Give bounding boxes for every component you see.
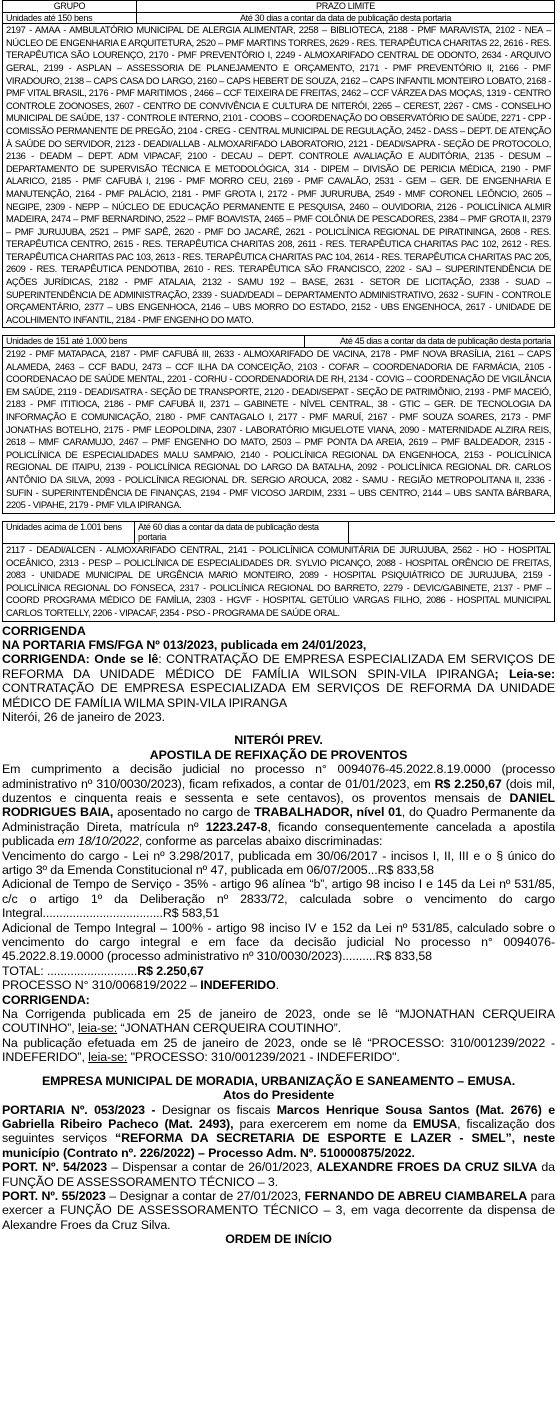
corrigenda-text-1: : CONTRATAÇÃO DE EMPRESA ESPECIALIZADA EM SERVIÇOS DE REFORMA DA UNIDADE MÉDICO DE FAMÍLIA WILSON SPIN-VILA IPIRANGA	[2, 652, 555, 681]
org-abbrev: EMUSA	[412, 1116, 458, 1131]
corrigenda-text-2: CONTRATAÇÃO DE EMPRESA ESPECIALIZADA EM SERVIÇOS DE REFORMA DA UNIDADE MÉDICO DE FAMÍLIA WILMA SPIN-VILA IPIRANGA	[2, 681, 555, 710]
portaria-number: PORTARIA Nº. 053/2023 -	[2, 1102, 156, 1117]
corrigenda-2-section	[2, 993, 555, 1065]
portaria-number: PORT. Nº. 55/2023	[2, 1188, 106, 1203]
total-label: TOTAL: ...........................	[2, 963, 138, 978]
header-group: GRUPO	[3, 1, 137, 12]
apostila-line-1: Vencimento do cargo - Lei nº 3.298/2017, publicada em 30/06/2017 - incisos I, II, III e o § único do artigo 3º da Emenda Constitucional nº 47, publicada em 06/07/2005...R$ 833,58	[2, 848, 555, 877]
registration-number: 1223.247-8	[205, 819, 268, 834]
total-value: R$ 2.250,67	[137, 963, 204, 978]
emusa-portaria-53	[2, 1103, 555, 1161]
emusa-section	[2, 1074, 555, 1247]
corrigenda-lead-1: CORRIGENDA: Onde se lê	[2, 652, 159, 667]
text-span: – Designar a contar de 27/01/2023,	[105, 1188, 305, 1203]
apostila-process	[2, 978, 555, 992]
text-span: Designar os fiscais	[155, 1102, 277, 1117]
emusa-portaria-54	[2, 1160, 555, 1189]
text-span: "PROCESSO: 310/001239/2021 - INDEFERIDO".	[127, 1050, 400, 1065]
group-deadline: Até 30 dias a contar da data de publicação desta portaria	[239, 12, 452, 23]
row-group-2	[2, 335, 555, 348]
text-span: (dois mil, duzentos e cinquenta reais e sessenta e sete centavos), os proventos mensais de	[2, 776, 555, 805]
text-span: .	[275, 978, 280, 993]
portaria-number: PORT. Nº. 54/2023	[2, 1160, 108, 1175]
text-span: PROCESSO N° 310/006819/2022 –	[2, 978, 201, 993]
read-as: leia-se:	[88, 1050, 128, 1065]
units-list-1: 2197 - AMAA - AMBULATÓRIO MUNICIPAL DE ALERGIA ALIMENTAR, 2258 – BIBLIOTECA, 2188 - PMF MARAVISTA, 2102 - NEA – NÚCLEO DE ENGENHARIA E ARQUITETURA, 2520 – PMF MARTINS TORRES, 2629 - RES. TERAPÊUTICA CHARITAS 22, 2616 - RES. TERAPÊUTICA SÃO LOURENÇO, 2170 - PMF PREVENTÓRIO I, 2249 - ALMOXARIFADO CENTRAL DE ODONTO, 2634 - ARQUIVO GERAL, 2199 - ASPLAN – ASSESSORIA DE PLANEJAMENTO E ORÇAMENTO, 2171 - PMF PREVENTÓRIO II, 2166 - PMF VIRADOURO, 2138 – CAPS CASA DO LARGO, 2160 – CAPS HEBERT DE SOUZA, 2162 – CAPS INFANTIL MONTEIRO LOBATO, 2168 - PMF VITAL BRASIL, 2176 - PMF MARITIMOS , 2466 – CCF TEIXEIRA DE FREITAS, 2462 – CCF VÁRZEA DAS MOÇAS, 1319 - CENTRO CONTROLE ZOONOSES, 2607 - CENTRO DE CONVIVÊNCIA E CULTURA DE NITERÓI, 2265 – CEREST, 2267 - CMS - CONSELHO MUNICIPAL DE SAÚDE, 137 - CONTROLE INTERNO, 2101 - COOBS – COORDENAÇÃO DO OBSERVATÓRIO DE SAÚDE, 2271 - CPP -COMISSÃO PERMANENTE DE PREGÃO, 2104 - CREG - CENTRAL MUNICIPAL DE REGULAÇÃO, 2452 - DASS – DEPT. DE ATENÇÃO À SAÚDE DO SERVIDOR, 2123 - DEADI/ALLAB - ALMOXARIFADO LABORATORIO, 2121 - DEADI/SAPRA - SEÇÃO DE PROTOCOLO, 2136 - DEADM – DEPT. ADM VIPACAF, 2100 - DECAU – DEPT. CONTROLE AVALIAÇÃO E AUDITÓRIA, 2135 - DESUM – DEPARTAMENTO DE SUPERVISÃO TÉCNICA E METODOLÓGICA, 314 - DIPEM – DIVISÃO DE PERICIA MÉDICA, 2190 - PMF ALARICO, 2185 - PMF CAFUBÁ I, 2196 - PMF MORRO CEU, 2169 - PMF CAVALÃO, 2531 - GEM – GER. DE ENGENHARIA E MANUTENÇÃO, 2164 - PMF PALÁCIO, 2181 - PMF GROTA I, 2172 - PMF JURURUBA, 2549 - MMF CORONEL LEÔNCIO, 2605 – NEGIPE, 2309 - NEPP – NÚCLEO DE EDUCAÇÃO PERMANENTE E PESQUISA, 2460 – OUVIDORIA, 2126 - POLICLÍNICA ALMIR MADEIRA, 2474 – PMF BERNARDINO, 2522 – PMF BOAVISTA, 2465 – PMF COLÔNIA DE PESCADORES, 2384 – PMF GROTA II, 2379 – PMF JURUJUBA, 2521 – PMF SAPÊ, 2620 - PMF DO JACARÉ, 2621 - POLICLÍNICA REGIONAL DE PIRATININGA, 2608 - RES. TERAPÊUTICA CENTRO, 2615 - RES. TERAPÊUTICA CHARITAS 208, 2611 - RES. TERAPÊUTICA CHARITAS PAC 102, 2612 - RES. TERAPÊUTICA CHARITAS PAC 103, 2613 - RES. TERAPÊUTICA CHARITAS PAC 104, 2614 - RES. TERAPÊUTICA CHARITAS PAC 205, 2609 - RES. TERAPÊUTICA PENDOTIBA, 2610 - RES. TERAPÊUTICA SÃO FRANCISCO, 2202 - SAJ – SUPERINTENDÊNCIA DE AÇÕES JURÍDICAS, 2182 - PMF ATALAIA, 2132 - SAMU 192 – BASE, 2631 - SETOR DE LICITAÇÃO, 2338 - SUAD – SUPERINTENDÊNCIA DE ADMINISTRAÇÃO, 2339 - SUAD/DEADI – DEPARTAMENTO ADMINISTRATIVO, 2632 - SUFIN - CONTROLE ORÇAMENTÁRIO, 2377 – UBS ENGENHOCA, 2146 – UBS MORRO DO ESTADO, 2152 - UBS ENGENHOCA, 2617 - UNIDADE DE ACOLHIMENTO INFANTIL, 2184 - PMF ENGENHO DO MATO.	[2, 24, 555, 328]
ordem-de-inicio: ORDEM DE INÍCIO	[225, 1232, 332, 1247]
row-group-1	[2, 13, 555, 25]
text-span: da FUNÇÃO DE ASSESSORAMENTO TÉCNICO – 3.	[2, 1160, 555, 1189]
text-span: Na publicação efetuada em 25 de janeiro de 2023, onde se lê “PROCESSO: 310/001239/2022 - INDEFERIDO”,	[2, 1035, 555, 1065]
apostila-paragraph	[2, 762, 555, 848]
process-status: INDEFERIDO	[200, 978, 276, 993]
text-span: , fiscalização dos seguintes serviços	[2, 1116, 555, 1146]
person-name: DANIEL RODRIGUES BAIA,	[2, 790, 555, 820]
text-span: para exercer a FUNÇÃO DE ASSESSORAMENTO TÉCNICO – 3, em vaga decorrente da dispensa de Alexandre Froes da Cruz Silva.	[2, 1188, 555, 1232]
group-label: Unidades acima de 1.001 bens	[3, 522, 135, 543]
group-label: Unidades de 151 até 1.000 bens	[3, 336, 305, 347]
row-group-3	[2, 521, 555, 544]
inspector-names: Marcos Henrique Sousa Santos (Mat. 2676) e Gabriella Ribeiro Pacheco (Mat. 2493),	[2, 1102, 555, 1131]
text-span: , ficando consequentemente cancelada a apostila publicada	[2, 819, 555, 849]
units-list-2: 2192 - PMF MATAPACA, 2187 - PMF CAFUBÁ III, 2633 - ALMOXARIFADO DE VACINA, 2178 - PMF NOVA BRASÍLIA, 2161 – CAPS ALAMEDA, 2463 – CCF BADU, 2473 – CCF ILHA DA CONCEIÇÃO, 2103 - COFAR – COORDENADORIA DE FARMÁCIA, 2105 - COORDENACAO DE SAÚDE MENTAL, 2201 - CORHU - COORDENADORIA DE RH, 2134 - COVIG – COORDENAÇÃO DE VIGILÂNCIA EM SAÚDE, 2119 - DEADI/SATRA - SEÇÃO DE TRANSPORTE, 2120 - DEADI/SEPAT - SEÇÃO DE PATRIMÔNIO, 2193 - PMF MACEIÓ, 2183 - PMF ITITIOCA, 2186 - PMF CAFUBÁ II, 2371 – GABINETE - NÍVEL CENTRAL, 38 - GTIC – GER. DE TECNOLOGIA DA INFORMAÇÃO E COMUNICAÇÃO, 2180 - PMF CANTAGALO I, 2177 - PMF MARUÍ, 2167 - PMF SOUZA SOARES, 2173 - PMF JONATHAS BOTELHO, 2175 - PMF LEOPOLDINA, 2307 - LABORATÓRIO MIGUELOTE VIANA, 2090 - MATERNIDADE ALZIRA REIS, 2618 – MMF CARAMUJO, 2467 – PMF ENGENHO DO MATO, 2503 – PMF PONTA DA AREIA, 2619 – PMF BALDEADOR, 2315 - POLICLÍNICA DE ESPECIALIDADES MALU SAMPAIO, 2140 - POLICLÍNICA REGIONAL DA ENGENHOCA, 2153 - POLICLÍNICA REGIONAL DE ITAIPU, 2139 - POLICLÍNICA REGIONAL DO LARGO DA BATALHA, 2092 - POLICLÍNICA REGIONAL DR. CARLOS ANTÔNIO DA SILVA, 2093 - POLICLÍNICA REGIONAL DR. SERGIO AROUCA, 2082 - SAMU - REGIÃO METROPOLITANA II, 2336 - SUFIN - SUPERINTENDÊNCIA DE FINANÇAS, 2194 - PMF VICOSO JARDIM, 2331 – UBS CENTRO, 2144 – UBS SANTA BÁRBARA, 2205 - VIPAHE, 2179 - PMF VILA IPIRANGA.	[2, 348, 555, 514]
units-list-3: 2117 - DEADI/ALCEN - ALMOXARIFADO CENTRAL, 2141 - POLICLÍNICA COMUNITÁRIA DE JURUJUBA, 2562 - HO - HOSPITAL OCEÂNICO, 2313 - PESP – POLICLÍNICA DE ESPECIALIDADES DR. SYLVIO PICANÇO, 2088 - HOSPITAL ORÊNCIO DE FREITAS, 2083 - UNIDADE MUNICIPAL DE URGÊNCIA MARIO MONTEIRO, 2089 - HOSPITAL PSIQUIÁTRICO DE JURUJUBA, 2159 - POLICLÍNICA REGIONAL DO FONSECA, 2317 - POLICLÍNICA REGIONAL DO BARRETO, 2279 - DEVIC/GABINETE, 2137 - PMF – COORD PROGRAMA MÉDICO DE FAMÍLIA, 2303 - HGVF - HOSPITAL GETÚLIO VARGAS FILHO, 2086 - HOSPITAL MUNICIPAL CARLOS TORTELLY, 2206 - VIPACAF, 2354 - PSO - PROGRAMA DE SAÚDE ORAL.	[2, 544, 555, 622]
header-deadline: PRAZO LIMITE	[316, 1, 375, 11]
text-span: “JONATHAN CERQUEIRA COUTINHO”.	[117, 1021, 341, 1036]
apostila-line-2: Adicional de Tempo de Serviço - 35% - artigo 96 alínea “b”, artigo 98 inciso I e 145 da Lei nº 531/85, c/c o artigo 1º da Deliberação nº 2833/72, calculada sobre o vencimento do cargo Integral....................................R$ 583,51	[2, 877, 555, 921]
apostila-org: NITERÓI PREV.	[234, 733, 323, 748]
read-as: leia-se:	[78, 1021, 118, 1036]
corrigenda-2-paragraph-1	[2, 1007, 555, 1036]
text-span: Na Corrigenda publicada em 25 de janeiro de 2023, onde se lê “MJONATHAN CERQUEIRA COUTINHO”,	[2, 1007, 555, 1036]
person-name: ALEXANDRE FROES DA CRUZ SILVA	[316, 1160, 538, 1175]
corrigenda-lead-2: ; Leia-se:	[494, 666, 555, 681]
corrigenda-title: CORRIGENDA	[2, 623, 86, 638]
emusa-org: EMPRESA MUNICIPAL DE MORADIA, URBANIZAÇÃO E SANEAMENTO – EMUSA.	[41, 1073, 516, 1088]
text-span: – Dispensar a contar de 26/01/2023,	[107, 1160, 317, 1175]
corrigenda-section	[2, 624, 555, 725]
gazette-page	[2, 0, 555, 1247]
apostila-title: APOSTILA DE REFIXAÇÃO DE PROVENTOS	[149, 747, 408, 762]
table-header	[2, 0, 555, 13]
corrigenda-text	[2, 652, 555, 710]
text-span: , do Quadro Permanente da Administração Direta, matrícula nº	[2, 805, 556, 834]
text-span: , conforme as parcelas abaixo discriminadas:	[138, 834, 383, 849]
text-span: aposentado no cargo de	[113, 805, 255, 820]
corrigenda-date: Niterói, 26 de janeiro de 2023.	[2, 709, 165, 724]
apostila-line-3: Adicional de Tempo Integral – 100% - artigo 98 inciso IV e 152 da Lei nº 531/85, calculado sobre o vencimento do cargo integral e em face da decisão judicial No processo n° 0094076-45.2022.8.19.0000 (processo administrativo nº 310/0030/2023)..........R$ 833,58	[2, 920, 555, 964]
corrigenda-subtitle: NA PORTARIA FMS/FGA Nº 013/2023, publicada em 24/01/2023,	[2, 637, 367, 652]
group-label: Unidades até 150 bens	[3, 13, 137, 24]
text-span: para exercerem em nome da	[233, 1116, 413, 1131]
text-span: Em cumprimento a decisão judicial no processo n° 0094076-45.2022.8.19.0000 (processo administrativo nº 310/0030/2023), ficam refixados, a contar de 01/01/2023, em	[2, 762, 555, 791]
emusa-acts: Atos do Presidente	[222, 1088, 335, 1103]
person-name: FERNANDO DE ABREU CIAMBARELA	[304, 1188, 528, 1203]
group-deadline: Até 45 dias a contar da data de publicação desta portaria	[339, 336, 551, 347]
service-description: “REFORMA DA SECRETARIA DE ESPORTE E LAZER - SMEL”, neste município (Contrato nº. 226/2022) – Processo Adm. Nº. 510000875/2022.	[2, 1131, 555, 1160]
apostila-total	[2, 964, 555, 978]
emusa-portaria-55	[2, 1189, 555, 1232]
role: TRABALHADOR, nível 01	[254, 805, 402, 820]
publication-date: em 18/10/2022	[57, 834, 139, 849]
group-deadline: Até 60 dias a contar da data de publicação desta portaria	[135, 522, 349, 543]
apostila-section	[2, 733, 555, 992]
corrigenda-2-title: CORRIGENDA:	[2, 992, 90, 1007]
amount: R$ 2.250,67	[434, 776, 502, 791]
corrigenda-2-paragraph-2	[2, 1036, 555, 1065]
